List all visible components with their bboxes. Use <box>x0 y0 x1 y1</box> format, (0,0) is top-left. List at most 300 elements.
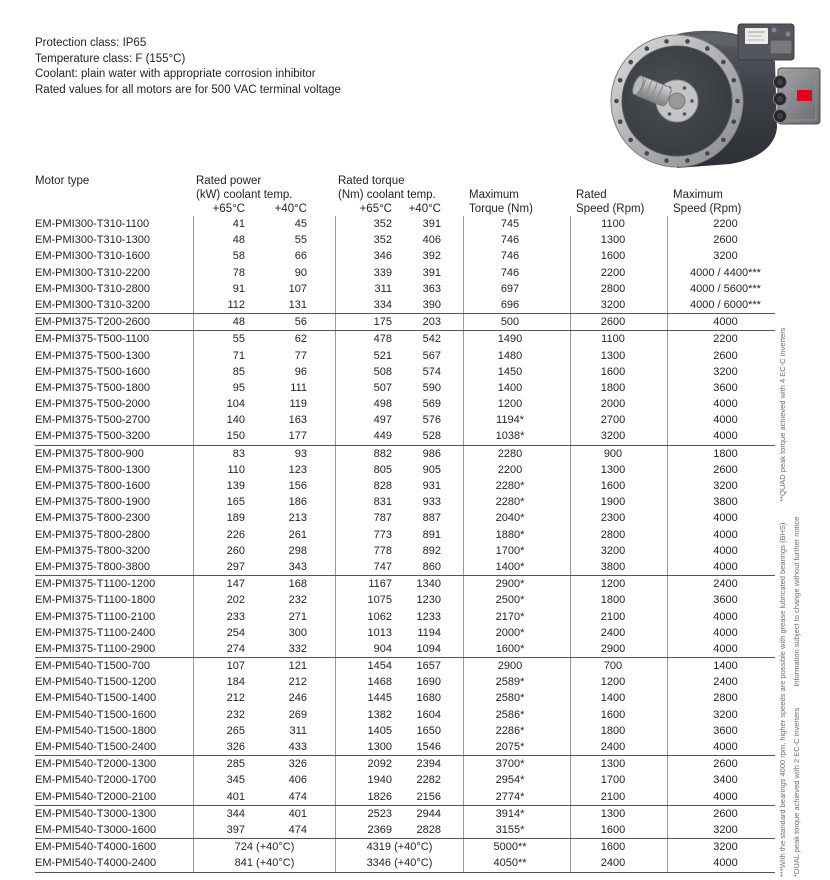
rated-speed-cell: 2800 <box>570 281 667 297</box>
table-row <box>35 478 775 494</box>
table-row <box>35 510 775 526</box>
rated-torque-span-cell: 3346 (+40°C) <box>335 855 463 871</box>
rated-torque-40c-cell: 933 <box>422 496 441 509</box>
max-speed-cell: 2600 <box>667 462 775 478</box>
rated-speed-cell: 2700 <box>570 412 667 428</box>
rated-power-65c-cell: 55 <box>193 331 263 347</box>
rated-power-40c-cell: 474 <box>288 823 307 836</box>
info-line-coolant: Coolant: plain water with appropriate corrosion inhibitor <box>35 68 316 80</box>
rated-speed-cell: 3200 <box>570 297 667 313</box>
max-speed-cell: 2400 <box>667 674 775 690</box>
max-speed-cell: 3200 <box>667 839 775 855</box>
rated-torque-65c-cell: 1940 <box>335 772 400 788</box>
rated-power-40c-cell: 261 <box>288 528 307 541</box>
motor-type-cell: EM-PMI375-T800-3200 <box>35 544 150 557</box>
max-torque-cell: 1400* <box>463 559 570 575</box>
max-speed-cell: 4000 / 6000*** <box>667 297 775 313</box>
max-speed-cell: 3200 <box>667 248 775 264</box>
rated-speed-cell: 2800 <box>570 527 667 543</box>
max-torque-cell: 2954* <box>463 772 570 788</box>
table-row <box>35 739 775 755</box>
rated-power-65c-cell: 274 <box>193 641 263 657</box>
rated-power-40c-cell: 168 <box>288 578 307 591</box>
rated-power-65c-cell: 401 <box>193 789 263 805</box>
rated-power-40c-cell: 246 <box>288 692 307 705</box>
table-row <box>35 806 775 822</box>
motor-type-cell: EM-PMI540-T3000-1600 <box>35 823 157 836</box>
motor-type-cell: EM-PMI540-T2000-1300 <box>35 758 157 771</box>
rated-torque-65c-cell: 334 <box>335 297 400 313</box>
info-block <box>35 36 341 98</box>
rated-speed-cell: 1600 <box>570 364 667 380</box>
rated-torque-65c-cell: 352 <box>335 216 400 232</box>
rated-torque-65c-cell: 175 <box>335 314 400 330</box>
rated-torque-65c-cell: 831 <box>335 494 400 510</box>
rated-speed-cell: 3200 <box>570 543 667 559</box>
rated-power-40c-cell: 119 <box>289 398 307 411</box>
max-speed-cell: 2200 <box>667 216 775 232</box>
rated-power-span-cell: 841 (+40°C) <box>193 855 335 871</box>
motor-type-cell: EM-PMI540-T3000-1300 <box>35 807 157 820</box>
max-speed-cell: 4000 <box>667 609 775 625</box>
rated-power-65c-cell: 110 <box>193 462 263 478</box>
rated-torque-40c-cell: 590 <box>422 381 441 394</box>
table-row <box>35 412 775 428</box>
rated-power-40c-cell: 45 <box>294 218 307 230</box>
rated-torque-40c-cell: 542 <box>422 333 441 346</box>
rated-power-40c-cell: 93 <box>294 447 307 460</box>
table-row <box>35 756 775 772</box>
max-speed-cell: 4000 <box>667 527 775 543</box>
rated-power-65c-cell: 184 <box>193 674 263 690</box>
max-speed-cell: 3600 <box>667 380 775 396</box>
rated-power-40c-cell: 269 <box>288 708 307 721</box>
rated-torque-65c-cell: 507 <box>335 380 400 396</box>
rated-torque-65c-cell: 1300 <box>335 739 400 755</box>
rated-torque-65c-cell: 1468 <box>335 674 400 690</box>
rated-power-65c-cell: 140 <box>193 412 263 428</box>
motor-type-cell: EM-PMI375-T800-1600 <box>35 480 150 492</box>
max-speed-cell: 3600 <box>667 723 775 739</box>
rated-speed-cell: 1600 <box>570 248 667 264</box>
motor-type-cell: EM-PMI375-T1100-2900 <box>35 642 156 655</box>
motor-group <box>35 755 775 805</box>
table-row <box>35 609 775 625</box>
motor-type-cell: EM-PMI540-T1500-2400 <box>35 741 157 753</box>
rated-speed-cell: 1200 <box>570 576 667 592</box>
max-torque-cell: 2200 <box>463 462 570 478</box>
rated-power-40c-cell: 55 <box>294 234 307 247</box>
motor-type-cell: EM-PMI375-T800-2800 <box>35 528 150 541</box>
rated-power-65c-cell: 285 <box>193 756 263 772</box>
rated-torque-65c-cell: 787 <box>335 510 400 526</box>
rated-power-65c-cell: 260 <box>193 543 263 559</box>
rated-torque-65c-cell: 778 <box>335 543 400 559</box>
rated-power-65c-cell: 48 <box>193 232 263 248</box>
max-speed-cell: 2800 <box>667 690 775 706</box>
rated-torque-40c-cell: 2828 <box>416 823 441 836</box>
header-rated-power-title: Rated power <box>196 175 262 187</box>
max-torque-cell: 2900 <box>463 658 570 674</box>
rated-torque-65c-cell: 1062 <box>335 609 400 625</box>
rated-speed-cell: 1400 <box>570 690 667 706</box>
rated-power-40c-cell: 77 <box>294 349 307 362</box>
max-torque-cell: 2286* <box>463 723 570 739</box>
max-torque-cell: 1600* <box>463 641 570 657</box>
max-torque-cell: 2280* <box>463 478 570 494</box>
motor-type-cell: EM-PMI375-T500-2000 <box>35 398 150 411</box>
rated-torque-65c-cell: 805 <box>335 462 400 478</box>
motor-type-cell: EM-PMI540-T1500-1400 <box>35 692 157 705</box>
rated-torque-40c-cell: 391 <box>422 218 441 230</box>
header-row-1 <box>35 174 775 188</box>
rated-torque-65c-cell: 2369 <box>335 822 400 838</box>
rated-power-40c-cell: 271 <box>288 610 307 623</box>
max-torque-cell: 1700* <box>463 543 570 559</box>
max-torque-cell: 2170* <box>463 609 570 625</box>
rated-power-40c-cell: 66 <box>294 250 307 263</box>
rated-torque-65c-cell: 828 <box>335 478 400 494</box>
rated-power-65c-cell: 254 <box>193 625 263 641</box>
rated-speed-cell: 1100 <box>570 216 667 232</box>
side-note-bearings: ***With the standard bearings 4000 rpm, higher speeds are possible with grease lubricated bearings (BHS) **QUAD peak torque achieved with 4 EC-C inverters <box>778 327 787 877</box>
max-torque-cell: 3700* <box>463 756 570 772</box>
max-speed-cell: 4000 <box>667 314 775 330</box>
max-torque-cell: 696 <box>463 297 570 313</box>
rated-power-40c-cell: 401 <box>288 807 307 820</box>
rated-power-40c-cell: 107 <box>288 282 307 295</box>
rated-power-40c-cell: 474 <box>288 790 307 803</box>
table-row <box>35 380 775 396</box>
max-speed-cell: 1800 <box>667 446 775 462</box>
rated-power-40c-cell: 123 <box>288 463 307 476</box>
rated-speed-cell: 2600 <box>570 314 667 330</box>
max-torque-cell: 3155* <box>463 822 570 838</box>
rated-power-40c-cell: 311 <box>289 724 307 737</box>
rated-power-65c-cell: 41 <box>193 216 263 232</box>
max-torque-cell: 1880* <box>463 527 570 543</box>
info-line-protection-class: Protection class: IP65 <box>35 37 147 49</box>
motor-group <box>35 838 775 871</box>
table-row <box>35 855 775 871</box>
motor-type-cell: EM-PMI375-T800-2300 <box>35 512 150 525</box>
rated-speed-cell: 1300 <box>570 806 667 822</box>
rated-torque-65c-cell: 508 <box>335 364 400 380</box>
motor-type-cell: EM-PMI540-T1500-1800 <box>35 724 157 737</box>
max-torque-cell: 1450 <box>463 364 570 380</box>
motor-type-cell: EM-PMI540-T4000-1600 <box>35 841 157 854</box>
rated-power-40c-cell: 177 <box>288 430 307 443</box>
rated-power-40c-cell: 156 <box>288 480 307 492</box>
table-row <box>35 396 775 412</box>
table-row <box>35 297 775 313</box>
max-speed-cell: 3600 <box>667 592 775 608</box>
header-power-temp-65: +65°C <box>212 203 245 215</box>
header-max-speed-line1: Maximum <box>673 189 723 201</box>
motor-type-cell: EM-PMI375-T500-1300 <box>35 349 150 362</box>
max-torque-cell: 1490 <box>463 331 570 347</box>
max-speed-cell: 3200 <box>667 364 775 380</box>
rated-speed-cell: 1300 <box>570 462 667 478</box>
rated-torque-40c-cell: 392 <box>422 250 441 263</box>
rated-speed-cell: 2900 <box>570 641 667 657</box>
max-speed-cell: 4000 <box>667 739 775 755</box>
max-torque-cell: 4050** <box>463 855 570 871</box>
header-max-speed-line2: Speed (Rpm) <box>673 203 742 215</box>
max-torque-cell: 2280 <box>463 446 570 462</box>
rated-speed-cell: 700 <box>570 658 667 674</box>
rated-power-40c-cell: 406 <box>288 774 307 787</box>
rated-torque-40c-cell: 1233 <box>416 610 441 623</box>
motor-type-cell: EM-PMI375-T800-900 <box>35 447 144 460</box>
header-power-temp-40: +40°C <box>274 203 307 215</box>
motor-type-cell: EM-PMI300-T310-3200 <box>35 298 150 311</box>
max-speed-cell: 4000 <box>667 559 775 575</box>
rated-speed-cell: 900 <box>570 446 667 462</box>
rated-torque-40c-cell: 2394 <box>416 758 441 771</box>
rated-torque-40c-cell: 574 <box>422 365 441 378</box>
max-speed-cell: 3200 <box>667 478 775 494</box>
rated-speed-cell: 1800 <box>570 592 667 608</box>
max-speed-cell: 4000 <box>667 641 775 657</box>
rated-speed-cell: 1300 <box>570 348 667 364</box>
rated-power-40c-cell: 326 <box>288 758 307 771</box>
rated-torque-40c-cell: 905 <box>422 463 441 476</box>
rated-speed-cell: 1600 <box>570 707 667 723</box>
rated-torque-40c-cell: 567 <box>422 349 441 362</box>
rated-speed-cell: 2300 <box>570 510 667 526</box>
rated-torque-40c-cell: 1546 <box>416 741 441 753</box>
rated-power-40c-cell: 232 <box>288 594 307 607</box>
max-torque-cell: 746 <box>463 232 570 248</box>
rated-speed-cell: 1200 <box>570 674 667 690</box>
motor-group <box>35 445 775 576</box>
table-row <box>35 494 775 510</box>
rated-torque-65c-cell: 904 <box>335 641 400 657</box>
rated-speed-cell: 2400 <box>570 739 667 755</box>
table-row <box>35 428 775 444</box>
motor-type-cell: EM-PMI300-T310-1100 <box>35 218 150 230</box>
motor-type-cell: EM-PMI300-T310-2800 <box>35 282 150 295</box>
rated-torque-40c-cell: 891 <box>422 528 441 541</box>
rated-torque-40c-cell: 390 <box>422 298 441 311</box>
rated-torque-40c-cell: 569 <box>422 398 441 411</box>
max-speed-cell: 2200 <box>667 331 775 347</box>
rated-power-65c-cell: 344 <box>193 806 263 822</box>
table-row <box>35 364 775 380</box>
rated-torque-40c-cell: 406 <box>422 234 441 247</box>
header-rated-torque-title: Rated torque <box>338 175 405 187</box>
rated-torque-40c-cell: 1680 <box>416 692 441 705</box>
motor-group <box>35 330 775 444</box>
rated-torque-40c-cell: 887 <box>422 512 441 525</box>
rated-speed-cell: 1600 <box>570 478 667 494</box>
table-row <box>35 839 775 855</box>
rated-power-40c-cell: 343 <box>288 560 307 573</box>
rated-power-65c-cell: 83 <box>193 446 263 462</box>
rated-power-40c-cell: 332 <box>288 642 307 655</box>
max-speed-cell: 4000 <box>667 428 775 444</box>
max-torque-cell: 745 <box>463 216 570 232</box>
rated-power-65c-cell: 226 <box>193 527 263 543</box>
max-torque-cell: 1400 <box>463 380 570 396</box>
max-torque-cell: 2000* <box>463 625 570 641</box>
motor-type-cell: EM-PMI540-T1500-700 <box>35 660 150 673</box>
rated-torque-65c-cell: 521 <box>335 348 400 364</box>
max-speed-cell: 2600 <box>667 348 775 364</box>
max-torque-cell: 2580* <box>463 690 570 706</box>
max-torque-cell: 2280* <box>463 494 570 510</box>
rated-power-65c-cell: 326 <box>193 739 263 755</box>
motor-type-cell: EM-PMI375-T1100-2100 <box>35 610 156 623</box>
rated-speed-cell: 2400 <box>570 625 667 641</box>
rated-speed-cell: 1300 <box>570 232 667 248</box>
motor-brand-label <box>797 90 812 101</box>
rated-torque-40c-cell: 860 <box>422 560 441 573</box>
motor-type-cell: EM-PMI300-T310-2200 <box>35 266 150 279</box>
motor-type-cell: EM-PMI375-T1100-1800 <box>35 594 156 607</box>
max-torque-cell: 2500* <box>463 592 570 608</box>
table-row <box>35 690 775 706</box>
rated-torque-65c-cell: 1454 <box>335 658 400 674</box>
rated-power-40c-cell: 111 <box>290 381 307 394</box>
rated-torque-40c-cell: 1340 <box>416 578 441 591</box>
table-row <box>35 723 775 739</box>
max-torque-cell: 1038* <box>463 428 570 444</box>
rated-power-40c-cell: 121 <box>288 660 307 673</box>
header-rated-torque-sub: (Nm) coolant temp. <box>338 189 436 201</box>
max-speed-cell: 3200 <box>667 707 775 723</box>
rated-power-65c-cell: 139 <box>193 478 263 494</box>
motor-illustration <box>602 12 824 170</box>
table-row <box>35 248 775 264</box>
table-row <box>35 559 775 575</box>
rated-power-40c-cell: 300 <box>288 626 307 639</box>
table-row <box>35 216 775 232</box>
rated-power-40c-cell: 186 <box>288 496 307 509</box>
rated-torque-65c-cell: 339 <box>335 265 400 281</box>
rated-torque-40c-cell: 1230 <box>416 594 441 607</box>
rated-torque-40c-cell: 528 <box>422 430 441 443</box>
table-row <box>35 527 775 543</box>
motor-type-cell: EM-PMI375-T500-1800 <box>35 381 150 394</box>
rated-torque-65c-cell: 2092 <box>335 756 400 772</box>
rated-torque-40c-cell: 576 <box>422 414 441 427</box>
motor-product-photo <box>602 12 824 170</box>
table-row <box>35 592 775 608</box>
table-header <box>35 174 775 216</box>
info-line-temperature-class: Temperature class: F (155°C) <box>35 52 186 65</box>
rated-torque-40c-cell: 986 <box>422 447 441 460</box>
rated-speed-cell: 3200 <box>570 428 667 444</box>
rated-power-65c-cell: 150 <box>193 428 263 444</box>
rated-power-65c-cell: 71 <box>193 348 263 364</box>
max-speed-cell: 2600 <box>667 756 775 772</box>
max-torque-cell: 2900* <box>463 576 570 592</box>
max-speed-cell: 4000 <box>667 510 775 526</box>
table-row <box>35 232 775 248</box>
rated-torque-40c-cell: 2282 <box>416 774 441 787</box>
rated-power-40c-cell: 62 <box>294 333 307 346</box>
max-speed-cell: 4000 <box>667 543 775 559</box>
rated-speed-cell: 1100 <box>570 331 667 347</box>
spec-table-body <box>35 216 775 873</box>
table-row <box>35 314 775 330</box>
max-torque-cell: 500 <box>463 314 570 330</box>
max-torque-cell: 2589* <box>463 674 570 690</box>
rated-speed-cell: 1600 <box>570 822 667 838</box>
table-row <box>35 281 775 297</box>
motor-group <box>35 805 775 838</box>
max-torque-cell: 1480 <box>463 348 570 364</box>
rated-power-65c-cell: 202 <box>193 592 263 608</box>
rated-torque-40c-cell: 892 <box>422 544 441 557</box>
max-torque-cell: 1200 <box>463 396 570 412</box>
rated-power-65c-cell: 233 <box>193 609 263 625</box>
rated-power-65c-cell: 232 <box>193 707 263 723</box>
header-rated-power-sub: (kW) coolant temp. <box>196 189 293 201</box>
rated-torque-65c-cell: 352 <box>335 232 400 248</box>
motor-type-cell: EM-PMI540-T4000-2400 <box>35 857 157 870</box>
header-rated-speed-line2: Speed (Rpm) <box>576 203 645 215</box>
rated-power-40c-cell: 96 <box>294 365 307 378</box>
max-torque-cell: 2774* <box>463 789 570 805</box>
header-row-2 <box>35 188 775 202</box>
rated-speed-cell: 1800 <box>570 723 667 739</box>
rated-torque-40c-cell: 203 <box>422 316 441 329</box>
table-row <box>35 576 775 592</box>
motor-type-cell: EM-PMI540-T2000-1700 <box>35 774 157 787</box>
max-torque-cell: 2075* <box>463 739 570 755</box>
table-row <box>35 789 775 805</box>
rated-torque-65c-cell: 1405 <box>335 723 400 739</box>
max-speed-cell: 1400 <box>667 658 775 674</box>
rated-power-40c-cell: 213 <box>288 512 307 525</box>
max-torque-cell: 3914* <box>463 806 570 822</box>
rated-power-65c-cell: 297 <box>193 559 263 575</box>
max-torque-cell: 5000** <box>463 839 570 855</box>
max-speed-cell: 4000 <box>667 789 775 805</box>
table-row <box>35 822 775 838</box>
max-speed-cell: 4000 <box>667 396 775 412</box>
rated-power-65c-cell: 95 <box>193 380 263 396</box>
max-torque-cell: 1194* <box>463 412 570 428</box>
rated-torque-65c-cell: 449 <box>335 428 400 444</box>
header-torque-temp-65: +65°C <box>359 203 392 215</box>
table-row <box>35 707 775 723</box>
rated-torque-40c-cell: 931 <box>422 480 441 492</box>
rated-speed-cell: 2100 <box>570 609 667 625</box>
rated-power-65c-cell: 91 <box>193 281 263 297</box>
rated-torque-65c-cell: 2523 <box>335 806 400 822</box>
motor-type-cell: EM-PMI375-T500-1600 <box>35 365 150 378</box>
motor-type-cell: EM-PMI540-T1500-1600 <box>35 708 157 721</box>
table-row <box>35 641 775 657</box>
table-row <box>35 772 775 788</box>
rated-power-span-cell: 724 (+40°C) <box>193 839 335 855</box>
motor-type-cell: EM-PMI300-T310-1300 <box>35 234 150 247</box>
rated-torque-65c-cell: 498 <box>335 396 400 412</box>
header-motor-type: Motor type <box>35 175 90 187</box>
rated-torque-40c-cell: 2156 <box>416 790 441 803</box>
motor-type-cell: EM-PMI375-T500-2700 <box>35 414 150 427</box>
rated-torque-40c-cell: 1604 <box>416 708 441 721</box>
rated-power-65c-cell: 265 <box>193 723 263 739</box>
max-speed-cell: 2600 <box>667 232 775 248</box>
max-speed-cell: 4000 <box>667 412 775 428</box>
rated-torque-65c-cell: 1826 <box>335 789 400 805</box>
motor-type-cell: EM-PMI540-T1500-1200 <box>35 676 157 689</box>
